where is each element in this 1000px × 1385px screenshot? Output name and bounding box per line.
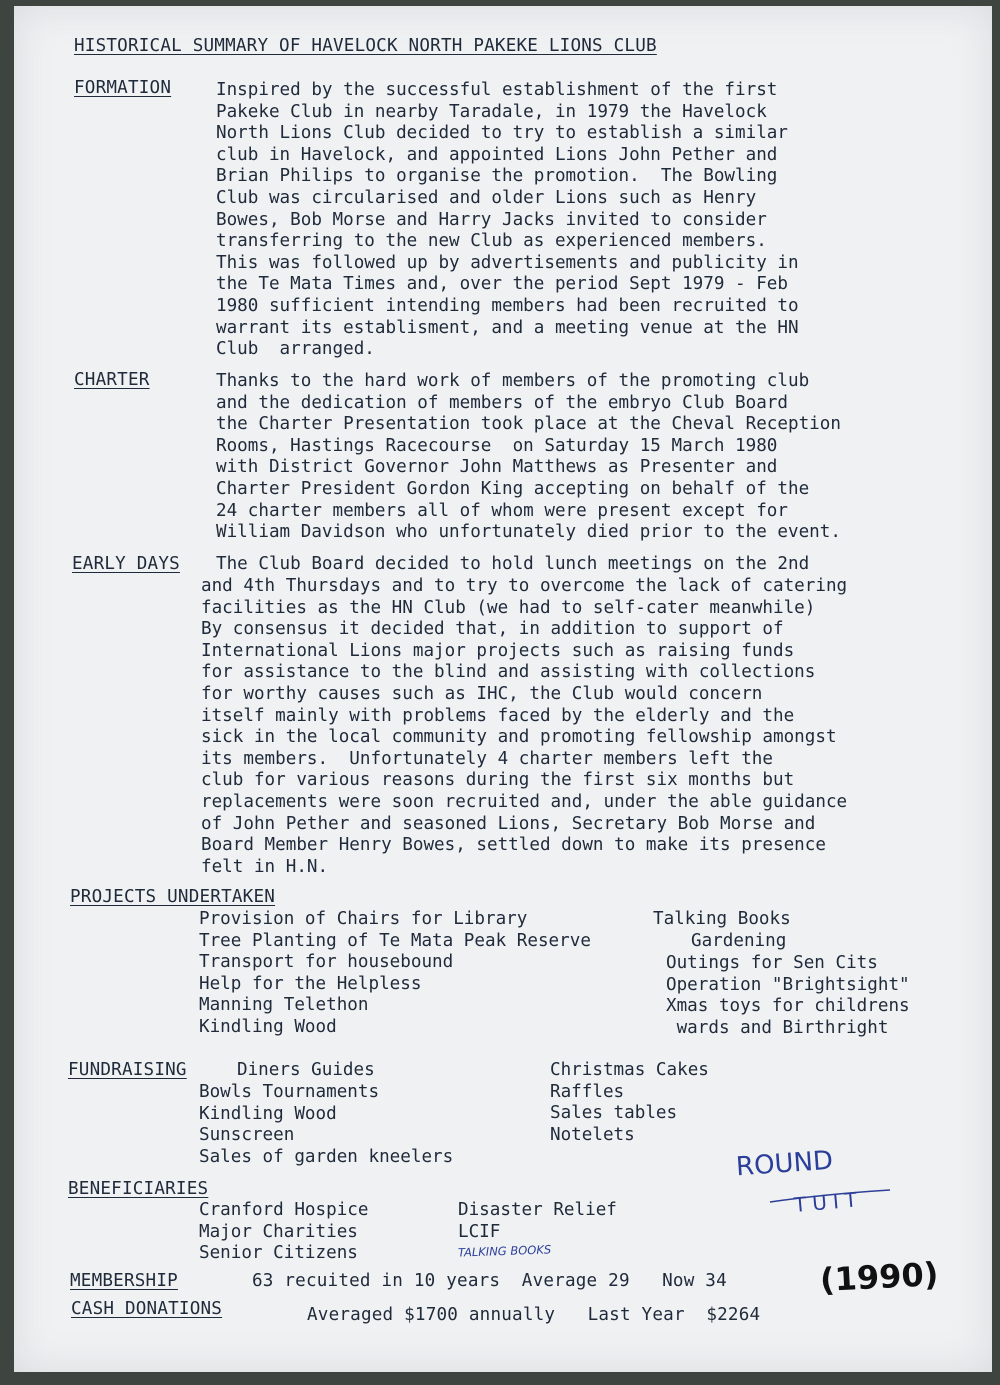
beneficiary-item: Senior Citizens bbox=[199, 1243, 358, 1264]
projects-left-list bbox=[199, 909, 591, 1039]
project-item: Provision of Chairs for Library bbox=[199, 909, 528, 929]
project-item: Manning Telethon bbox=[199, 995, 369, 1016]
fundraising-left-list bbox=[199, 1082, 453, 1168]
early-days-line: replacements were soon recruited and, under the able guidance bbox=[201, 791, 848, 812]
charter-line: with District Governor John Matthews as Presenter and bbox=[216, 457, 778, 478]
formation-line: Pakeke Club in nearby Taradale, in 1979 the Havelock bbox=[216, 101, 767, 122]
charter-body bbox=[216, 371, 841, 544]
formation-line: the Te Mata Times and, over the period Sept 1979 - Feb bbox=[216, 274, 788, 295]
projects-right-second bbox=[691, 931, 786, 953]
formation-line: North Lions Club decided to try to establish a similar bbox=[216, 123, 788, 144]
early-days-line: club for various reasons during the first six months but bbox=[201, 770, 795, 791]
cash-donations-text: Averaged $1700 annually Last Year $2264 bbox=[307, 1305, 761, 1325]
projects-right-top bbox=[653, 909, 791, 931]
document-title: HISTORICAL SUMMARY OF HAVELOCK NORTH PAKEKE LIONS CLUB bbox=[74, 36, 657, 56]
early-days-line: International Lions major projects such as raising funds bbox=[201, 640, 795, 661]
project-item: Xmas toys for childrens bbox=[666, 996, 910, 1017]
project-item: Operation "Brightsight" bbox=[666, 974, 910, 995]
early-days-line: facilities as the HN Club (we had to self-cater meanwhile) bbox=[201, 597, 816, 618]
project-item: Outings for Sen Cits bbox=[666, 953, 878, 973]
projects-right-list bbox=[666, 953, 910, 1039]
charter-line: and the dedication of members of the embryo Club Board bbox=[216, 392, 788, 413]
fundraising-item: Raffles bbox=[550, 1081, 625, 1102]
formation-line: Brian Philips to organise the promotion. The Bowling bbox=[216, 166, 778, 187]
project-item: Gardening bbox=[691, 931, 787, 951]
beneficiary-item: LCIF bbox=[458, 1221, 501, 1242]
project-item: Kindling Wood bbox=[199, 1016, 337, 1037]
early-days-line: its members. Unfortunately 4 charter members left the bbox=[201, 748, 773, 769]
fundraising-heading: FUNDRAISING bbox=[68, 1060, 187, 1080]
beneficiary-item: Cranford Hospice bbox=[199, 1200, 369, 1220]
fundraising-item: Kindling Wood bbox=[199, 1103, 337, 1124]
formation-line: club in Havelock, and appointed Lions John Pether and bbox=[216, 144, 778, 165]
membership-heading: MEMBERSHIP bbox=[70, 1271, 178, 1291]
handwritten-year: (1990) bbox=[819, 1254, 940, 1300]
fundraising-right-list bbox=[550, 1060, 709, 1146]
early-days-line: itself mainly with problems faced by the elderly and the bbox=[201, 705, 795, 726]
charter-heading: CHARTER bbox=[74, 370, 150, 390]
formation-line: This was followed up by advertisements and publicity in bbox=[216, 252, 799, 273]
handwritten-talking-books: TALKING BOOKS bbox=[457, 1242, 552, 1260]
formation-line: 1980 sufficient intending members had been recruited to bbox=[216, 295, 799, 316]
document-page bbox=[14, 6, 992, 1372]
charter-line: the Charter Presentation took place at the Cheval Reception bbox=[216, 414, 841, 435]
formation-line: warrant its establisment, and a meeting venue at the HN bbox=[216, 317, 799, 338]
project-item: Tree Planting of Te Mata Peak Reserve bbox=[199, 930, 591, 951]
fundraising-item: Sales tables bbox=[550, 1103, 678, 1124]
projects-heading: PROJECTS UNDERTAKEN bbox=[70, 887, 276, 907]
fundraising-item: Bowls Tournaments bbox=[199, 1082, 380, 1102]
beneficiaries-heading: BENEFICIARIES bbox=[68, 1179, 209, 1199]
early-days-line: By consensus it decided that, in addition to support of bbox=[201, 619, 784, 640]
beneficiary-item: Disaster Relief bbox=[458, 1200, 617, 1220]
fundraising-item: Sales of garden kneelers bbox=[199, 1146, 454, 1167]
formation-line: Bowes, Bob Morse and Harry Jacks invited to consider bbox=[216, 209, 767, 230]
formation-line: Inspired by the successful establishment of the first bbox=[216, 80, 778, 100]
beneficiaries-left-list bbox=[199, 1200, 368, 1265]
handwritten-underline bbox=[766, 1186, 896, 1208]
cash-donations-heading: CASH DONATIONS bbox=[71, 1299, 223, 1319]
charter-line: 24 charter members all of whom were present except for bbox=[216, 500, 788, 521]
early-days-line: and 4th Thursdays and to try to overcome the lack of catering bbox=[201, 576, 848, 596]
charter-line: William Davidson who unfortunately died prior to the event. bbox=[216, 522, 841, 543]
formation-line: Club was circularised and older Lions such as Henry bbox=[216, 187, 757, 208]
project-item: wards and Birthright bbox=[666, 1017, 889, 1038]
membership-text: 63 recuited in 10 years Average 29 Now 34 bbox=[252, 1271, 727, 1291]
project-item: Help for the Helpless bbox=[199, 973, 422, 994]
fundraising-item: Notelets bbox=[550, 1124, 635, 1145]
early-days-line: for worthy causes such as IHC, the Club would concern bbox=[201, 683, 763, 704]
fundraising-first bbox=[237, 1060, 375, 1082]
formation-heading: FORMATION bbox=[74, 78, 172, 98]
early-days-line: for assistance to the blind and assisting with collections bbox=[201, 662, 816, 683]
beneficiaries-right-list bbox=[458, 1200, 617, 1243]
charter-line: Thanks to the hard work of members of the promoting club bbox=[216, 371, 810, 391]
charter-line: Rooms, Hastings Racecourse on Saturday 15 March 1980 bbox=[216, 435, 778, 456]
handwritten-tuit: TUIT bbox=[793, 1187, 864, 1217]
early-days-line: The Club Board decided to hold lunch meetings on the 2nd bbox=[216, 554, 810, 574]
early-days-body bbox=[201, 576, 847, 878]
formation-line: Club arranged. bbox=[216, 339, 375, 360]
fundraising-item: Sunscreen bbox=[199, 1125, 295, 1146]
project-item: Talking Books bbox=[653, 909, 791, 929]
formation-body bbox=[216, 80, 799, 361]
charter-line: Charter President Gordon King accepting on behalf of the bbox=[216, 478, 810, 499]
project-item: Transport for housebound bbox=[199, 952, 454, 973]
fundraising-item: Diners Guides bbox=[237, 1060, 375, 1080]
handwritten-round: ROUND bbox=[735, 1145, 834, 1183]
fundraising-item: Christmas Cakes bbox=[550, 1060, 709, 1080]
beneficiary-item: Major Charities bbox=[199, 1221, 358, 1242]
early-days-line: Board Member Henry Bowes, settled down to make its presence bbox=[201, 835, 826, 856]
early-days-first bbox=[216, 554, 809, 576]
early-days-heading: EARLY DAYS bbox=[72, 554, 180, 574]
early-days-line: felt in H.N. bbox=[201, 856, 329, 877]
formation-line: transferring to the new Club as experienced members. bbox=[216, 231, 767, 252]
early-days-line: sick in the local community and promoting fellowship amongst bbox=[201, 727, 837, 748]
early-days-line: of John Pether and seasoned Lions, Secretary Bob Morse and bbox=[201, 813, 816, 834]
